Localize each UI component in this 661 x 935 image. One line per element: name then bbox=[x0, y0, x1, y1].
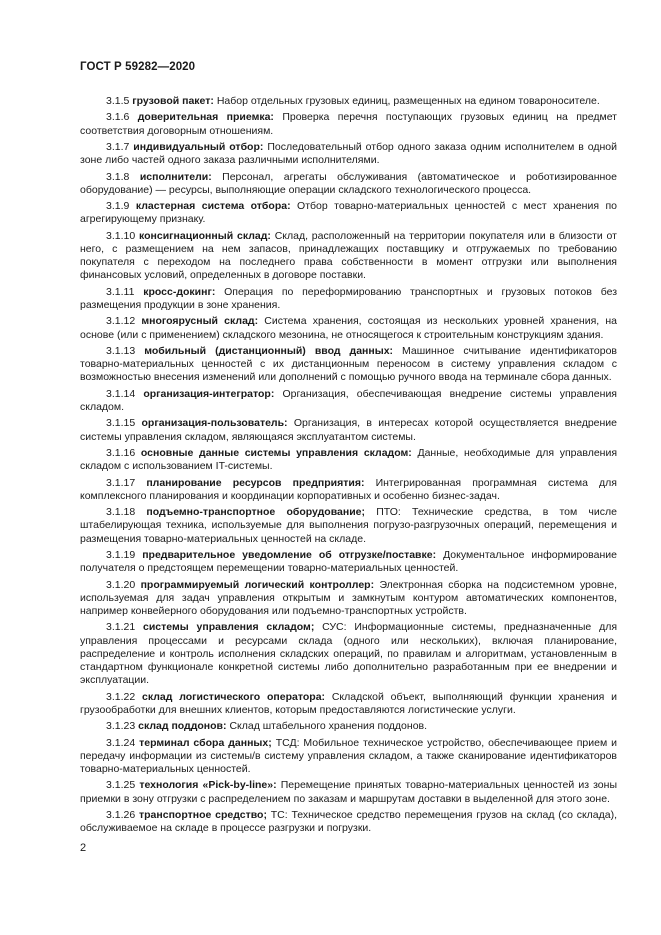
term-number: 3.1.6 bbox=[106, 111, 130, 124]
term-number: 3.1.26 bbox=[106, 808, 136, 821]
term-definition: Интегрированная программная система для комплексного планирования и координации корпоративных и особенно бизнес-задач. bbox=[80, 476, 617, 502]
term-number: 3.1.5 bbox=[106, 95, 130, 107]
term-number: 3.1.23 bbox=[106, 720, 136, 733]
term-definition: Документальное информирование получателя о предстоящем перемещении товарно-материальных ценностей. bbox=[80, 548, 617, 575]
term-entry bbox=[80, 720, 617, 733]
term-name: транспортное средство; bbox=[139, 808, 267, 821]
term-definition: Отбор товарно-материальных ценностей с мест хранения по агрегирующему признаку. bbox=[80, 200, 618, 226]
term-definition: Организация, в интересах которой осуществляется внедрение системы управления складом, являющаяся эксплуатантом системы. bbox=[80, 417, 618, 443]
term-number: 3.1.15 bbox=[106, 417, 136, 430]
term-number: 3.1.9 bbox=[106, 200, 130, 213]
term-number: 3.1.8 bbox=[106, 170, 130, 183]
term-definition: Персонал, агрегаты обслуживания (автоматическое и роботизированное оборудование) — ресурсы, выполняющие операции складского технологического процесса. bbox=[80, 170, 617, 196]
term-entry bbox=[80, 621, 617, 687]
term-name: предварительное уведомление об отгрузке/поставке: bbox=[142, 548, 437, 561]
term-name: доверительная приемка: bbox=[137, 111, 274, 124]
term-definition: Машинное считывание идентификаторов товарно-материальных ценностей с их дистанционным переносом в систему управления складом с возможностью внесения изменений или дополнений с помощью ручного ввода на терминале сбора данных. bbox=[80, 344, 617, 384]
term-name: кластерная система отбора: bbox=[135, 200, 291, 213]
term-definition: СУС: Информационные системы, предназначенные для управления процессами и ресурсами склада (одного или нескольких), включая планирование, распределение и контроль исполнения складских операций, по правилам и алгоритмам, установленным в стандартном функционале конкретной системы либо дополнительно разработанным при ее внедрении и эксплуатации. bbox=[80, 621, 618, 687]
term-number: 3.1.18 bbox=[106, 506, 136, 519]
term-entry bbox=[80, 345, 617, 385]
term-entry bbox=[80, 286, 617, 312]
term-entry bbox=[80, 579, 617, 619]
term-name: организация-интегратор: bbox=[143, 387, 275, 400]
term-entry bbox=[80, 477, 617, 503]
term-name: консигнационный склад: bbox=[139, 229, 271, 242]
term-number: 3.1.17 bbox=[106, 476, 136, 489]
term-definition: ТСД: Мобильное техническое устройство, обеспечивающее прием и передачу информации из системы/в систему управления складом, а также сканирование идентификаторов товарно-материальных ценностей. bbox=[80, 736, 618, 775]
term-entry bbox=[80, 737, 617, 777]
term-entry bbox=[80, 809, 617, 835]
term-entry bbox=[80, 95, 617, 108]
term-definition: Электронная сборка на подсистемном уровне, используемая для задач управления открытым и замкнутым контуром автоматических компонентов, например конвейерного оборудования или подъемно-транспортных устройств. bbox=[80, 578, 617, 617]
term-entry bbox=[80, 315, 617, 341]
term-definition: Складской объект, выполняющий функции хранения и грузообработки для внешних клиентов, которым предоставляются логистические услуги. bbox=[80, 690, 617, 716]
term-name: организация-пользователь: bbox=[141, 417, 288, 430]
term-name: основные данные системы управления складом: bbox=[140, 446, 412, 459]
term-number: 3.1.25 bbox=[106, 779, 136, 792]
term-name: грузовой пакет: bbox=[132, 95, 214, 107]
term-definition: Склад штабельного хранения поддонов. bbox=[229, 720, 428, 733]
term-definition: Операция по переформированию транспортных и грузовых потоков без размещения продукции в зоне хранения. bbox=[80, 285, 618, 311]
term-entry bbox=[80, 111, 617, 137]
term-name: технология «Pick-by-line»: bbox=[139, 779, 277, 792]
term-entry bbox=[80, 417, 617, 443]
term-definition: ТС: Техническое средство перемещения грузов на склад (со склада), обслуживаемое на складе в процессе разгрузки и погрузки. bbox=[80, 808, 618, 835]
term-name: системы управления складом; bbox=[143, 621, 315, 634]
term-entry bbox=[80, 691, 617, 717]
term-name: терминал сбора данных; bbox=[139, 736, 272, 749]
term-number: 3.1.14 bbox=[106, 387, 136, 400]
term-number: 3.1.12 bbox=[106, 315, 136, 328]
term-number: 3.1.21 bbox=[106, 621, 136, 634]
term-definition: Проверка перечня поступающих грузовых единиц на предмет соответствия договорным отношениям. bbox=[80, 111, 617, 137]
term-entry bbox=[80, 141, 617, 167]
term-entry bbox=[80, 200, 617, 226]
term-number: 3.1.10 bbox=[106, 229, 136, 242]
term-number: 3.1.24 bbox=[106, 736, 136, 749]
term-entry bbox=[80, 549, 617, 575]
term-definition: Организация, обеспечивающая внедрение системы управления складом. bbox=[80, 387, 617, 413]
term-number: 3.1.13 bbox=[106, 344, 136, 357]
term-definition: Набор отдельных грузовых единиц, размещенных на едином товароносителе. bbox=[216, 95, 600, 107]
term-name: склад логистического оператора: bbox=[142, 690, 326, 703]
term-definition: Система хранения, состоящая из нескольких уровней хранения, на основе (или с применением) складского мезонина, не относящегося к строительным конструкциям здания. bbox=[80, 315, 617, 341]
term-name: исполнители: bbox=[139, 170, 212, 183]
term-entry bbox=[80, 447, 617, 473]
term-entry bbox=[80, 230, 617, 283]
term-entry bbox=[80, 171, 617, 197]
term-definition: Последовательный отбор одного заказа одним исполнителем в одной зоне либо частей одного заказа различными исполнителями. bbox=[80, 140, 618, 167]
term-name: кросс-докинг: bbox=[143, 285, 216, 298]
term-name: мобильный (дистанционный) ввод данных: bbox=[144, 344, 394, 357]
term-number: 3.1.22 bbox=[106, 690, 136, 703]
term-name: подъемно-транспортное оборудование; bbox=[146, 506, 366, 519]
term-entry bbox=[80, 388, 617, 414]
term-name: многоярусный склад: bbox=[141, 315, 259, 328]
standard-header: ГОСТ Р 59282—2020 bbox=[80, 61, 196, 73]
terms-list bbox=[80, 95, 617, 838]
term-number: 3.1.7 bbox=[106, 140, 130, 153]
term-definition: Данные, необходимые для управления складом с использованием IT-системы. bbox=[80, 446, 618, 473]
term-name: программируемый логический контроллер: bbox=[140, 578, 375, 591]
term-number: 3.1.19 bbox=[106, 548, 136, 561]
term-number: 3.1.16 bbox=[106, 446, 136, 459]
page-number: 2 bbox=[80, 842, 87, 854]
term-entry bbox=[80, 506, 617, 546]
term-number: 3.1.20 bbox=[106, 578, 136, 591]
term-name: планирование ресурсов предприятия: bbox=[146, 476, 365, 489]
term-definition: ПТО: Технические средства, в том числе штабелирующая техника, используемые для выполнения погрузо-разгрузочных операций, перемещения и размещения товарно-материальных ценностей на складе. bbox=[80, 506, 617, 545]
term-name: индивидуальный отбор: bbox=[133, 140, 264, 153]
term-entry bbox=[80, 779, 617, 805]
term-number: 3.1.11 bbox=[106, 285, 135, 298]
term-definition: Склад, расположенный на территории покупателя или в близости от него, с размещением на нем запасов, принадлежащих поставщику и отгружаемых по требованию покупателя с переходом на последнего права собственности в момент отгрузки или выполнения финансовых условий, определенных в договоре поставки. bbox=[80, 229, 617, 282]
term-definition: Перемещение принятых товарно-материальных ценностей из зоны приемки в зону отгрузки с распределением по заказам и маршрутам доставки в выделенной для этого зоне. bbox=[80, 779, 617, 805]
term-name: склад поддонов: bbox=[138, 720, 227, 733]
